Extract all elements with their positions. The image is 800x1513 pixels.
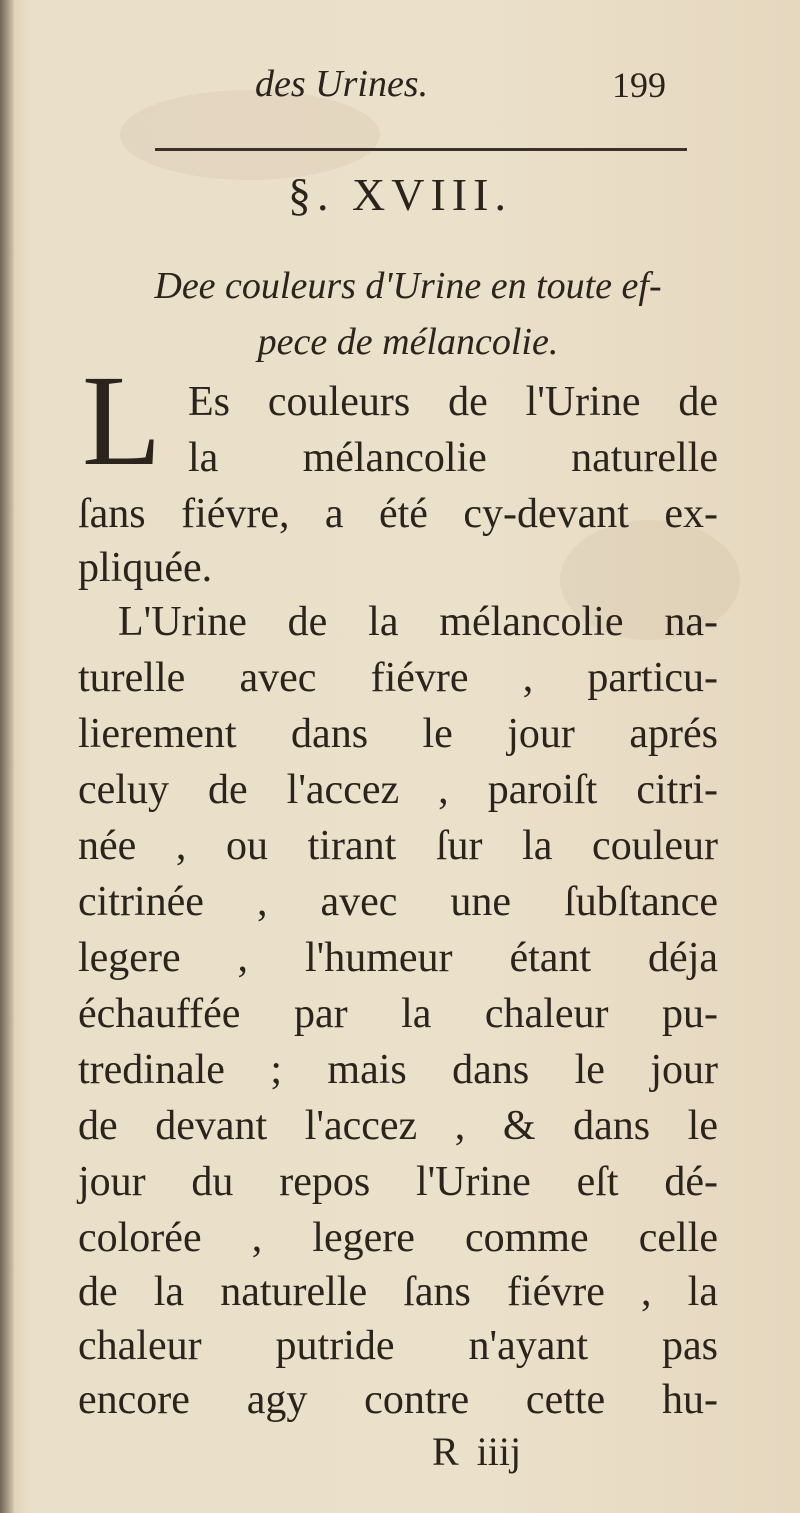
- page-number: 199: [612, 65, 666, 105]
- text-line: encore agy contre cette hu-: [78, 1377, 718, 1423]
- running-head: [0, 62, 800, 122]
- text-line: lierement dans le jour aprés: [78, 711, 718, 757]
- text-line: colorée , legere comme celle: [78, 1215, 718, 1261]
- text-line: pliquée.: [78, 545, 213, 591]
- section-title-line: pece de mélancolie.: [257, 321, 559, 363]
- text-line: citrinée , avec une ſubſtance: [78, 879, 718, 925]
- signature-mark: R iiij: [432, 1429, 522, 1474]
- text-line: celuy de l'accez , paroiſt citri-: [78, 767, 718, 813]
- running-title: des Urines.: [255, 63, 429, 105]
- section-title-line: Dee couleurs d'Urine en toute ef-: [154, 265, 662, 307]
- text-line: turelle avec fiévre , particu-: [78, 655, 718, 701]
- text-line: ſans fiévre, a été cy-devant ex-: [78, 491, 718, 537]
- text-line: de la naturelle ſans fiévre , la: [78, 1269, 718, 1315]
- text-line: Es couleurs de l'Urine de: [188, 379, 718, 425]
- page-binding-edge: [0, 0, 14, 1513]
- section-number: §. XVIII.: [288, 169, 512, 220]
- text-line: jour du repos l'Urine eſt dé-: [78, 1159, 718, 1205]
- text-line: la mélancolie naturelle: [188, 435, 718, 481]
- header-rule: [155, 148, 687, 151]
- text-line: tredinale ; mais dans le jour: [78, 1047, 718, 1093]
- text-line: chaleur putride n'ayant pas: [78, 1323, 718, 1369]
- text-line: L'Urine de la mélancolie na-: [118, 599, 718, 645]
- text-line: legere , l'humeur étant déja: [78, 935, 718, 981]
- text-line: de devant l'accez , & dans le: [78, 1103, 718, 1149]
- text-line: échauffée par la chaleur pu-: [78, 991, 718, 1037]
- section-title: [78, 258, 738, 370]
- drop-cap: L: [82, 349, 162, 493]
- text-line: née , ou tirant ſur la couleur: [78, 823, 718, 869]
